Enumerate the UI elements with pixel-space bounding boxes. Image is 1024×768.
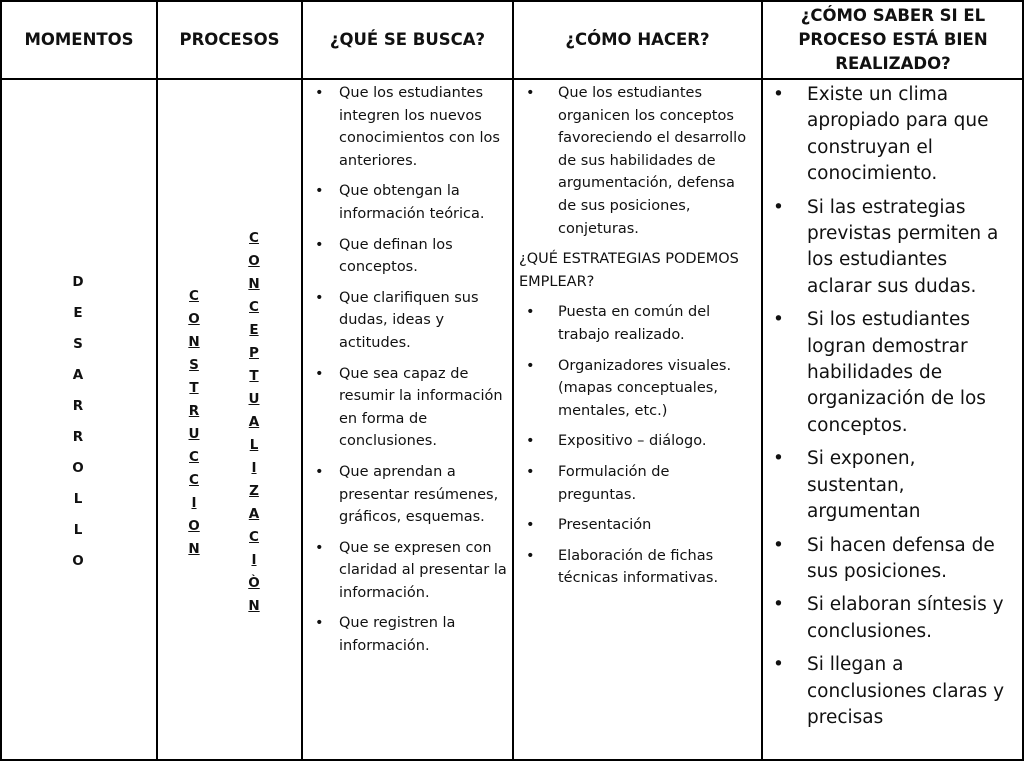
- table-border-left: [0, 0, 2, 761]
- vertical-letter: P: [249, 345, 259, 361]
- list-item: • Que se expresen con claridad al presentar la información.: [303, 537, 510, 605]
- column-divider-1: [156, 0, 158, 761]
- vertical-letter: Ò: [248, 575, 260, 591]
- vertical-letter: O: [72, 460, 84, 476]
- header-como-saber: ¿CÓMO SABER SI EL PROCESO ESTÁ BIEN REALIZADO?: [798, 5, 988, 73]
- list-item: • Si los estudiantes logran demostrar habilidades de organización de los conceptos.: [763, 307, 1017, 439]
- proceso-construccion-vertical-text: [182, 285, 206, 561]
- header-que-se-busca: ¿QUÉ SE BUSCA?: [329, 29, 486, 49]
- vertical-letter: E: [73, 305, 83, 321]
- list-item: • Que sea capaz de resumir la información en forma de conclusiones.: [303, 363, 510, 453]
- list-item: • Que obtengan la información teórica.: [303, 180, 510, 225]
- list-item: • Expositivo – diálogo.: [514, 430, 748, 453]
- header-momentos: MOMENTOS: [24, 29, 134, 49]
- vertical-letter: C: [189, 472, 199, 488]
- proceso-conceptualizacion-vertical-text: [242, 227, 266, 618]
- como-hacer-list: [514, 82, 748, 240]
- vertical-letter: C: [249, 230, 259, 246]
- vertical-letter: N: [188, 334, 200, 350]
- vertical-letter: R: [72, 429, 84, 445]
- vertical-letter: I: [251, 460, 257, 476]
- vertical-letter: N: [188, 541, 200, 557]
- list-item: • Si elaboran síntesis y conclusiones.: [763, 592, 1017, 645]
- vertical-letter: S: [189, 357, 199, 373]
- vertical-letter: C: [189, 449, 199, 465]
- list-item: • Que definan los conceptos.: [303, 234, 510, 279]
- vertical-letter: I: [251, 552, 257, 568]
- que-se-busca-column: [303, 82, 510, 666]
- vertical-letter: L: [73, 491, 83, 507]
- vertical-letter: Z: [249, 483, 259, 499]
- header-como-hacer: ¿CÓMO HACER?: [565, 29, 710, 49]
- list-item: • Existe un clima apropiado para que construyan el conocimiento.: [763, 82, 1017, 188]
- momento-vertical-text: [66, 267, 90, 577]
- list-item: • Elaboración de fichas técnicas informativas.: [514, 545, 748, 590]
- list-item: • Que aprendan a presentar resúmenes, gráficos, esquemas.: [303, 461, 510, 529]
- vertical-letter: R: [72, 398, 84, 414]
- list-item: • Si exponen, sustentan, argumentan: [763, 446, 1017, 525]
- vertical-letter: A: [248, 506, 260, 522]
- vertical-letter: D: [72, 274, 84, 290]
- vertical-letter: L: [249, 437, 259, 453]
- vertical-letter: O: [248, 253, 260, 269]
- vertical-letter: A: [248, 414, 260, 430]
- list-item: • Que registren la información.: [303, 612, 510, 657]
- que-se-busca-list: [303, 82, 510, 658]
- vertical-letter: R: [188, 403, 200, 419]
- como-saber-column: [763, 82, 1017, 738]
- list-item: • Si hacen defensa de sus posiciones.: [763, 533, 1017, 586]
- vertical-letter: T: [189, 380, 199, 396]
- estrategias-list: [514, 301, 748, 590]
- vertical-letter: I: [191, 495, 197, 511]
- como-hacer-column: [514, 82, 748, 598]
- vertical-letter: A: [72, 367, 84, 383]
- vertical-letter: O: [188, 518, 200, 534]
- vertical-letter: C: [249, 529, 259, 545]
- list-item: • Que los estudiantes organicen los conceptos favoreciendo el desarrollo de sus habilidades de argumentación, defensa de sus posiciones, conjeturas.: [514, 82, 748, 240]
- vertical-letter: S: [73, 336, 83, 352]
- como-saber-list: [763, 82, 1017, 731]
- vertical-letter: C: [189, 288, 199, 304]
- vertical-letter: E: [249, 322, 259, 338]
- vertical-letter: C: [249, 299, 259, 315]
- vertical-letter: N: [248, 276, 260, 292]
- vertical-letter: O: [72, 553, 84, 569]
- vertical-letter: O: [188, 311, 200, 327]
- estrategias-title: ¿QUÉ ESTRATEGIAS PODEMOS EMPLEAR?: [519, 251, 739, 290]
- list-item: • Que clarifiquen sus dudas, ideas y actitudes.: [303, 287, 510, 355]
- list-item: • Presentación: [514, 514, 748, 537]
- list-item: • Puesta en común del trabajo realizado.: [514, 301, 748, 346]
- vertical-letter: U: [248, 391, 260, 407]
- header-procesos: PROCESOS: [179, 29, 280, 49]
- list-item: • Organizadores visuales. (mapas conceptuales, mentales, etc.): [514, 355, 748, 423]
- vertical-letter: U: [188, 426, 200, 442]
- vertical-letter: T: [249, 368, 259, 384]
- list-item: • Si las estrategias previstas permiten a los estudiantes aclarar sus dudas.: [763, 195, 1017, 301]
- list-item: • Formulación de preguntas.: [514, 461, 748, 506]
- vertical-letter: L: [73, 522, 83, 538]
- vertical-letter: N: [248, 598, 260, 614]
- list-item: • Que los estudiantes integren los nuevos conocimientos con los anteriores.: [303, 82, 510, 172]
- list-item: • Si llegan a conclusiones claras y precisas: [763, 652, 1017, 731]
